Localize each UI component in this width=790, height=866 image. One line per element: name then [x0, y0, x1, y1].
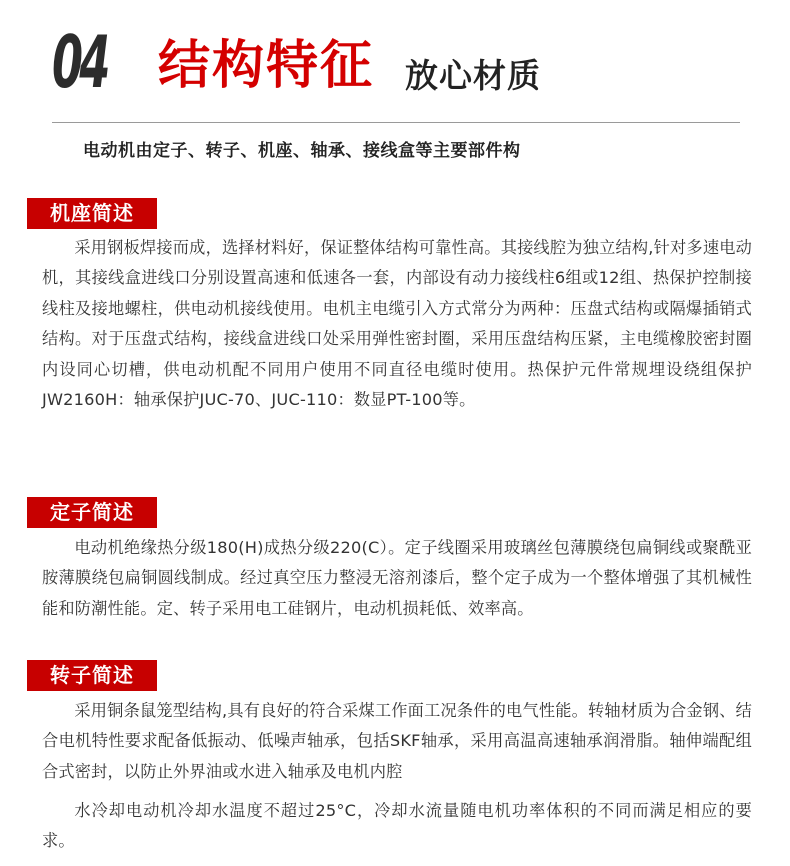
section-paragraph-cooling: 水冷却电动机冷却水温度不超过25°C，冷却水流量随电机功率体积的不同而满足相应的要求。 [42, 801, 752, 851]
section-paragraph-rotor: 采用铜条鼠笼型结构,具有良好的符合采煤工作面工况条件的电气性能。转轴材质为合金钢、结合电机特性要求配备低振动、低噪声轴承，包括SKF轴承，采用高温高速轴承润滑脂。轴伸端配组合式密封，以防止外界油或水进入轴承及电机内腔 [42, 701, 752, 781]
section-paragraph-stator: 电动机绝缘热分级180(H)成热分级220(C）。定子线圈采用玻璃丝包薄膜绕包扁铜线或聚酰亚胺薄膜绕包扁铜圆线制成。经过真空压力整浸无溶剂漆后，整个定子成为一个整体增强了其机械性能和防潮性能。定、转子采用电工硅钢片，电动机损耗低、效率高。 [42, 538, 752, 618]
section-heading-frame: 机座简述 [27, 198, 157, 229]
number-slash-decoration [101, 25, 139, 91]
page-title: 结构特征 [158, 36, 375, 96]
header-divider [52, 122, 740, 123]
section-heading-stator: 定子简述 [27, 497, 157, 528]
page-subtitle: 放心材质 [405, 56, 541, 95]
section-number-text: 04 [52, 20, 107, 104]
section-paragraph-frame: 采用钢板焊接而成，选择材料好，保证整体结构可靠性高。其接线腔为独立结构,针对多速电动机，其接线盒进线口分别设置高速和低速各一套，内部设有动力接线柱6组或12组、热保护控制接线柱及接地螺柱，供电动机接线使用。电机主电缆引入方式常分为两种：压盘式结构或隔爆插销式结构。对于压盘式结构，接线盒进线口处采用弹性密封圈，采用压盘结构压紧，主电缆橡胶密封圈内设同心切槽，供电动机配不同用户使用不同直径电缆时使用。热保护元件常规埋设绕组保护JW2160H：轴承保护JUC-70、JUC-110：数显PT-100等。 [42, 238, 752, 410]
intro-text: 电动机由定子、转子、机座、轴承、接线盒等主要部件构 [83, 141, 521, 161]
section-heading-rotor: 转子简述 [27, 660, 157, 691]
